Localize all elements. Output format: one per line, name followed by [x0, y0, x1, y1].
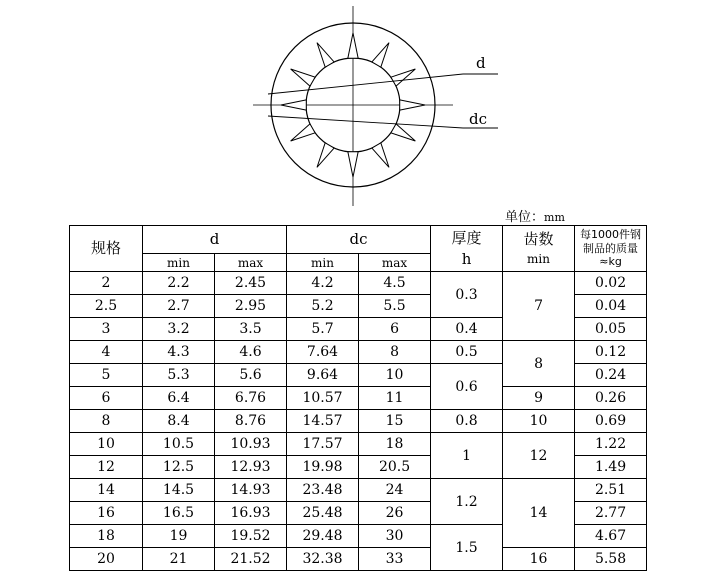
cell-mass: 0.69 — [575, 410, 647, 433]
cell-spec: 3 — [70, 318, 143, 341]
cell-dc-min: 14.57 — [287, 410, 359, 433]
table-row — [70, 387, 647, 410]
washer-tooth — [317, 43, 334, 67]
cell-spec: 5 — [70, 364, 143, 387]
cell-d-max: 2.45 — [215, 272, 287, 295]
cell-mass: 0.26 — [575, 387, 647, 410]
cell-thickness: 1.5 — [431, 525, 503, 571]
cell-d-min: 12.5 — [143, 456, 215, 479]
cell-mass: 5.58 — [575, 548, 647, 571]
cell-spec: 4 — [70, 341, 143, 364]
cell-dc-max: 4.5 — [359, 272, 431, 295]
table-row — [70, 341, 647, 364]
cell-d-max: 10.93 — [215, 433, 287, 456]
cell-spec: 2 — [70, 272, 143, 295]
table-row — [70, 410, 647, 433]
table-row — [70, 479, 647, 502]
cell-dc-min: 25.48 — [287, 502, 359, 525]
cell-d-max: 5.6 — [215, 364, 287, 387]
cell-teeth: 10 — [503, 410, 575, 433]
cell-d-min: 14.5 — [143, 479, 215, 502]
cell-spec: 8 — [70, 410, 143, 433]
washer-tooth — [391, 69, 415, 86]
table-row — [70, 433, 647, 456]
cell-mass: 2.51 — [575, 479, 647, 502]
table-row — [70, 548, 647, 571]
washer-tooth — [348, 152, 358, 177]
header-thickness-title: 厚度 — [451, 228, 482, 247]
cell-dc-min: 17.57 — [287, 433, 359, 456]
cell-mass: 0.12 — [575, 341, 647, 364]
cell-spec: 12 — [70, 456, 143, 479]
cell-dc-max: 8 — [359, 341, 431, 364]
cell-d-min: 16.5 — [143, 502, 215, 525]
cell-d-min: 10.5 — [143, 433, 215, 456]
cell-spec: 14 — [70, 479, 143, 502]
cell-teeth: 16 — [503, 548, 575, 571]
cell-d-max: 14.93 — [215, 479, 287, 502]
header-d: d — [143, 226, 287, 254]
cell-dc-max: 26 — [359, 502, 431, 525]
table-row — [70, 272, 647, 295]
header-thickness-symbol: h — [461, 249, 472, 268]
washer-tooth — [348, 33, 358, 58]
washer-tooth — [400, 100, 425, 110]
cell-spec: 2.5 — [70, 295, 143, 318]
header-d-max: max — [215, 254, 287, 272]
cell-thickness: 0.6 — [431, 364, 503, 410]
cell-dc-min: 29.48 — [287, 525, 359, 548]
cell-dc-max: 30 — [359, 525, 431, 548]
cell-mass: 0.24 — [575, 364, 647, 387]
cell-d-max: 3.5 — [215, 318, 287, 341]
cell-d-max: 4.6 — [215, 341, 287, 364]
cell-mass: 2.77 — [575, 502, 647, 525]
cell-spec: 18 — [70, 525, 143, 548]
washer-tooth — [291, 69, 315, 86]
cell-dc-max: 11 — [359, 387, 431, 410]
cell-d-max: 19.52 — [215, 525, 287, 548]
cell-thickness: 0.3 — [431, 272, 503, 318]
cell-mass: 1.49 — [575, 456, 647, 479]
cell-d-max: 21.52 — [215, 548, 287, 571]
unit-value: mm — [544, 211, 565, 224]
header-dc-max: max — [359, 254, 431, 272]
washer-tooth — [391, 124, 415, 141]
header-d-min: min — [143, 254, 215, 272]
cell-dc-min: 23.48 — [287, 479, 359, 502]
cell-d-min: 4.3 — [143, 341, 215, 364]
cell-dc-min: 10.57 — [287, 387, 359, 410]
cell-dc-min: 7.64 — [287, 341, 359, 364]
cell-thickness: 1.2 — [431, 479, 503, 525]
cell-spec: 16 — [70, 502, 143, 525]
cell-mass: 0.05 — [575, 318, 647, 341]
cell-dc-min: 32.38 — [287, 548, 359, 571]
dimension-table — [69, 225, 647, 571]
header-thickness — [431, 226, 503, 272]
cell-thickness: 0.8 — [431, 410, 503, 433]
cell-dc-max: 15 — [359, 410, 431, 433]
cell-teeth: 8 — [503, 341, 575, 387]
header-spec: 规格 — [70, 226, 143, 272]
cell-mass: 1.22 — [575, 433, 647, 456]
cell-dc-min: 19.98 — [287, 456, 359, 479]
cell-thickness: 0.4 — [431, 318, 503, 341]
cell-d-min: 6.4 — [143, 387, 215, 410]
cell-thickness: 1 — [431, 433, 503, 479]
header-mass — [575, 226, 647, 272]
label-d: d — [476, 54, 486, 72]
cell-d-max: 6.76 — [215, 387, 287, 410]
cell-dc-min: 4.2 — [287, 272, 359, 295]
cell-teeth: 12 — [503, 433, 575, 479]
cell-dc-max: 24 — [359, 479, 431, 502]
header-mass-line3: ≈kg — [599, 255, 622, 269]
unit-label: 单位： — [505, 210, 545, 225]
washer-tooth — [291, 124, 315, 141]
cell-d-min: 3.2 — [143, 318, 215, 341]
cell-teeth: 9 — [503, 387, 575, 410]
header-mass-line2: 制品的质量 — [583, 241, 639, 255]
cell-d-max: 8.76 — [215, 410, 287, 433]
cell-teeth: 7 — [503, 272, 575, 341]
washer-tooth — [281, 100, 306, 110]
cell-thickness: 0.5 — [431, 341, 503, 364]
cell-d-min: 5.3 — [143, 364, 215, 387]
cell-teeth: 14 — [503, 479, 575, 548]
washer-drawing — [0, 0, 703, 215]
cell-dc-min: 5.7 — [287, 318, 359, 341]
header-teeth-min: min — [527, 252, 550, 266]
unit-note — [505, 206, 565, 225]
table-body — [70, 272, 647, 571]
header-teeth — [503, 226, 575, 272]
washer-tooth — [317, 143, 334, 167]
cell-d-max: 2.95 — [215, 295, 287, 318]
cell-dc-min: 9.64 — [287, 364, 359, 387]
cell-mass: 4.67 — [575, 525, 647, 548]
cell-d-min: 2.2 — [143, 272, 215, 295]
cell-dc-max: 33 — [359, 548, 431, 571]
cell-spec: 10 — [70, 433, 143, 456]
cell-d-min: 8.4 — [143, 410, 215, 433]
cell-dc-min: 5.2 — [287, 295, 359, 318]
cell-dc-max: 20.5 — [359, 456, 431, 479]
washer-tooth — [372, 43, 389, 67]
header-teeth-title: 齿数 — [523, 230, 554, 248]
cell-dc-max: 6 — [359, 318, 431, 341]
cell-d-max: 16.93 — [215, 502, 287, 525]
header-dc-min: min — [287, 254, 359, 272]
cell-d-min: 2.7 — [143, 295, 215, 318]
cell-d-min: 21 — [143, 548, 215, 571]
cell-mass: 0.04 — [575, 295, 647, 318]
cell-dc-max: 18 — [359, 433, 431, 456]
header-mass-line1: 每1000件钢 — [580, 227, 642, 241]
cell-dc-max: 10 — [359, 364, 431, 387]
header-dc: dc — [287, 226, 431, 254]
cell-spec: 20 — [70, 548, 143, 571]
label-dc: dc — [469, 110, 488, 128]
cell-d-max: 12.93 — [215, 456, 287, 479]
washer-tooth — [372, 143, 389, 167]
cell-spec: 6 — [70, 387, 143, 410]
cell-d-min: 19 — [143, 525, 215, 548]
cell-mass: 0.02 — [575, 272, 647, 295]
cell-dc-max: 5.5 — [359, 295, 431, 318]
